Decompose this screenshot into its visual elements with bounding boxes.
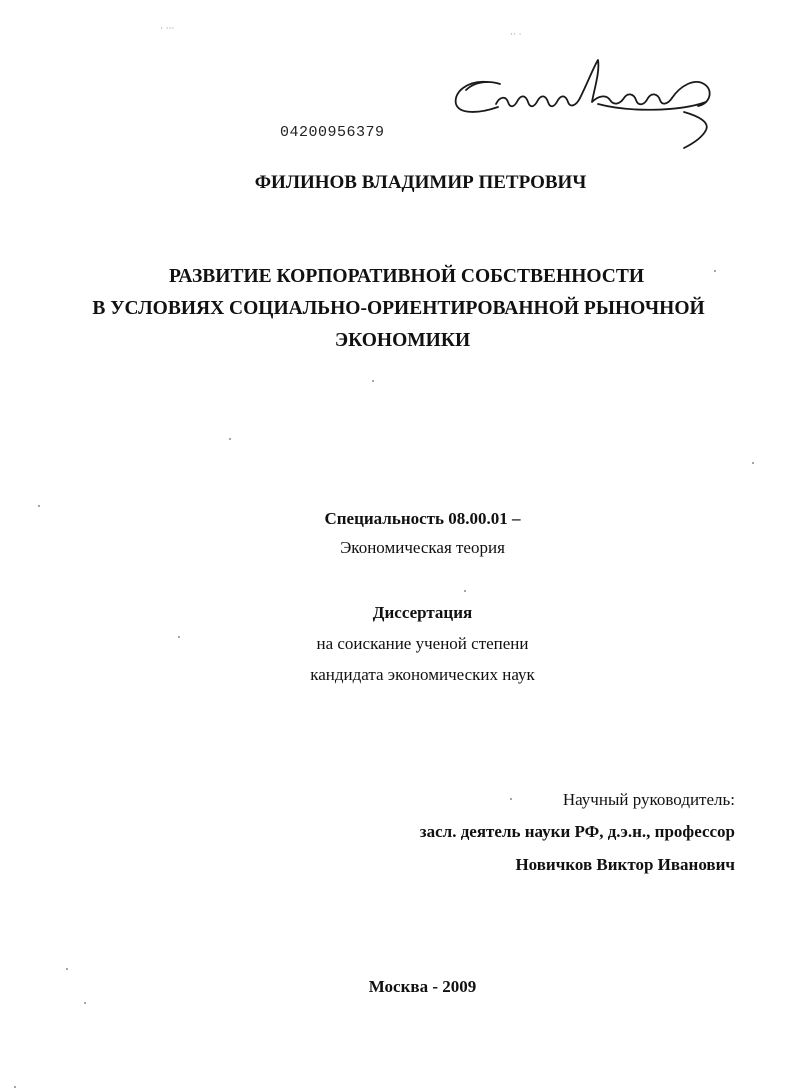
supervisor-label: Научный руководитель: xyxy=(562,790,735,809)
author-name: ФИЛИНОВ ВЛАДИМИР ПЕТРОВИЧ xyxy=(254,172,587,193)
title-line-3: ЭКОНОМИКИ xyxy=(334,330,471,351)
handwritten-signature xyxy=(448,52,738,152)
supervisor-name: Новичков Виктор Иванович xyxy=(515,855,735,874)
dissertation-line-2: кандидата экономических наук xyxy=(310,665,535,684)
scan-speck xyxy=(714,270,716,272)
city-year: Москва - 2009 xyxy=(368,977,477,996)
scan-artifact-mark: · ··· xyxy=(160,24,175,34)
supervisor-title: засл. деятель науки РФ, д.э.н., профессор xyxy=(419,822,735,841)
scan-speck xyxy=(14,1086,16,1088)
title-line-1: РАЗВИТИЕ КОРПОРАТИВНОЙ СОБСТВЕННОСТИ xyxy=(168,266,645,287)
scan-speck xyxy=(372,380,374,382)
scan-speck xyxy=(464,590,466,592)
dissertation-line-1: на соискание ученой степени xyxy=(316,634,529,653)
scan-speck xyxy=(229,438,231,440)
title-line-2: В УСЛОВИЯХ СОЦИАЛЬНО-ОРИЕНТИРОВАННОЙ РЫНОЧНОЙ xyxy=(92,298,705,319)
scan-speck xyxy=(752,462,754,464)
specialty-label: Специальность 08.00.01 – xyxy=(324,509,521,528)
scan-speck xyxy=(510,798,512,800)
scan-speck xyxy=(178,636,180,638)
scan-artifact-mark: ·· · xyxy=(510,30,522,40)
scan-speck xyxy=(84,1002,86,1004)
scan-speck xyxy=(66,968,68,970)
scan-speck xyxy=(38,505,40,507)
document-id: 04200956379 xyxy=(280,124,385,141)
dissertation-label: Диссертация xyxy=(372,603,473,622)
specialty-name: Экономическая теория xyxy=(340,538,505,557)
